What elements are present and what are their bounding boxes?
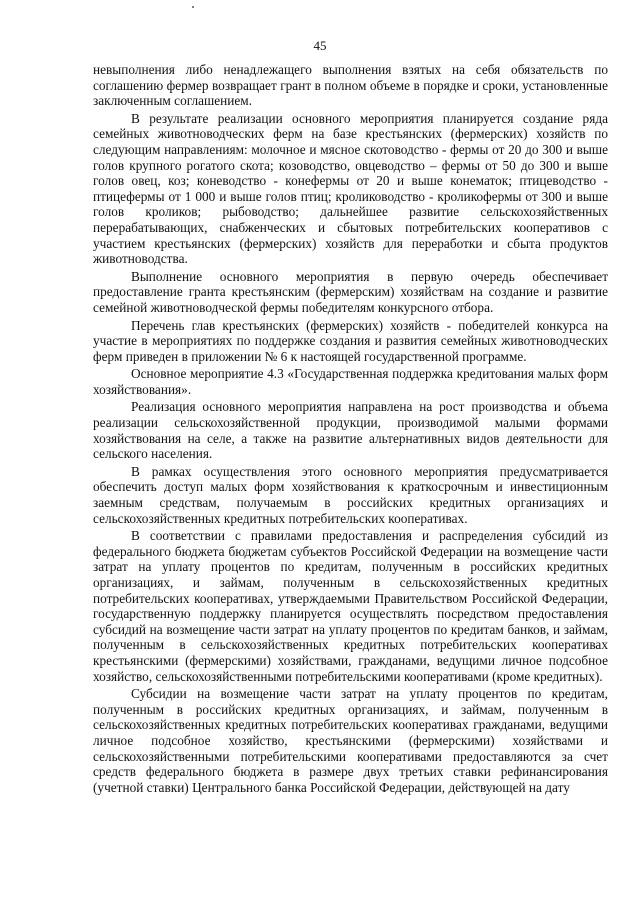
paragraph-5-heading: Основное мероприятие 4.3 «Государственная поддержка кредитования малых форм хозяйствования».: [93, 366, 608, 397]
page-number: 45: [313, 38, 327, 53]
paragraph-9: Субсидии на возмещение части затрат на уплату процентов по кредитам, полученным в российских кредитных организациях, и займам, полученным в сельскохозяйственных кредитных потребительских кооперативах гражданами, ведущими личное подсобное хозяйство, крестьянскими (фермерскими) хозяйствами и сельскохозяйственными потребительскими кооперативами предоставляются за счет средств федерального бюджета в размере двух третьих ставки рефинансирования (учетной ставки) Центрального банка Российской Федерации, действующей на дату: [93, 686, 608, 795]
paragraph-3: Выполнение основного мероприятия в первую очередь обеспечивает предоставление гранта крестьянским (фермерским) хозяйствам на создание и развитие семейной животноводческой фермы победителям конкурсного отбора.: [93, 268, 608, 315]
paragraph-8: В соответствии с правилами предоставления и распределения субсидий из федерального бюджета бюджетам субъектов Российской Федерации на возмещение части затрат на уплату процентов по кредитам, полученным в российских кредитных организациях, и займам, полученным в сельскохозяйственных кредитных потребительских кооперативах, утверждаемыми Правительством Российской Федерации, государственную поддержку планируется осуществлять посредством предоставления субсидий на возмещение части затрат на уплату процентов по кредитам банков, и займам, полученным в сельскохозяйственных кредитных потребительских кооперативах крестьянскими (фермерскими) хозяйствами, гражданами, ведущими личное подсобное хозяйство, сельскохозяйственными потребительскими кооперативами (кроме кредитных).: [93, 528, 608, 684]
paragraph-4: Перечень глав крестьянских (фермерских) хозяйств - победителей конкурса на участие в мероприятиях по поддержке создания и развития семейных животноводческих ферм приведен в приложении № 6 к настоящей государственной программе.: [93, 317, 608, 364]
paragraph-7: В рамках осуществления этого основного мероприятия предусматривается обеспечить доступ малых форм хозяйствования к краткосрочным и инвестиционным заемным средствам, получаемым в российских кредитных организациях и сельскохозяйственных кредитных потребительских кооперативах.: [93, 463, 608, 526]
paragraph-1: невыполнения либо ненадлежащего выполнения взятых на себя обязательств по соглашению фермер возвращает грант в полном объеме в порядке и сроки, установленные заключенным соглашением.: [93, 62, 608, 109]
paragraph-2: В результате реализации основного мероприятия планируется создание ряда семейных животноводческих ферм на базе крестьянских (фермерских) хозяйств по следующим направлениям: молочное и мясное скотоводство - фермы от 20 до 300 и выше голов крупного рогатого скота; козоводство, овцеводство – фермы от 50 до 300 и выше голов овец, коз; коневодство - конефермы от 20 и выше конематок; птицеводство - птицефермы от 1 000 и выше голов птиц; кролиководство - кроликофермы от 300 и выше голов кроликов; рыбоводство; дальнейшее развитие сельскохозяйственных перерабатывающих, снабженческих и сбытовых потребительских кооперативов с участием крестьянских (фермерских) хозяйств для переработки и сбыта продуктов животноводства.: [93, 110, 608, 267]
scan-speck: [192, 6, 194, 8]
paragraph-6: Реализация основного мероприятия направлена на рост производства и объема реализации сельскохозяйственной продукции, производимой малыми формами хозяйствования на селе, а также на развитие альтернативных видов деятельности для сельского населения.: [93, 399, 608, 462]
document-body: [93, 62, 608, 797]
